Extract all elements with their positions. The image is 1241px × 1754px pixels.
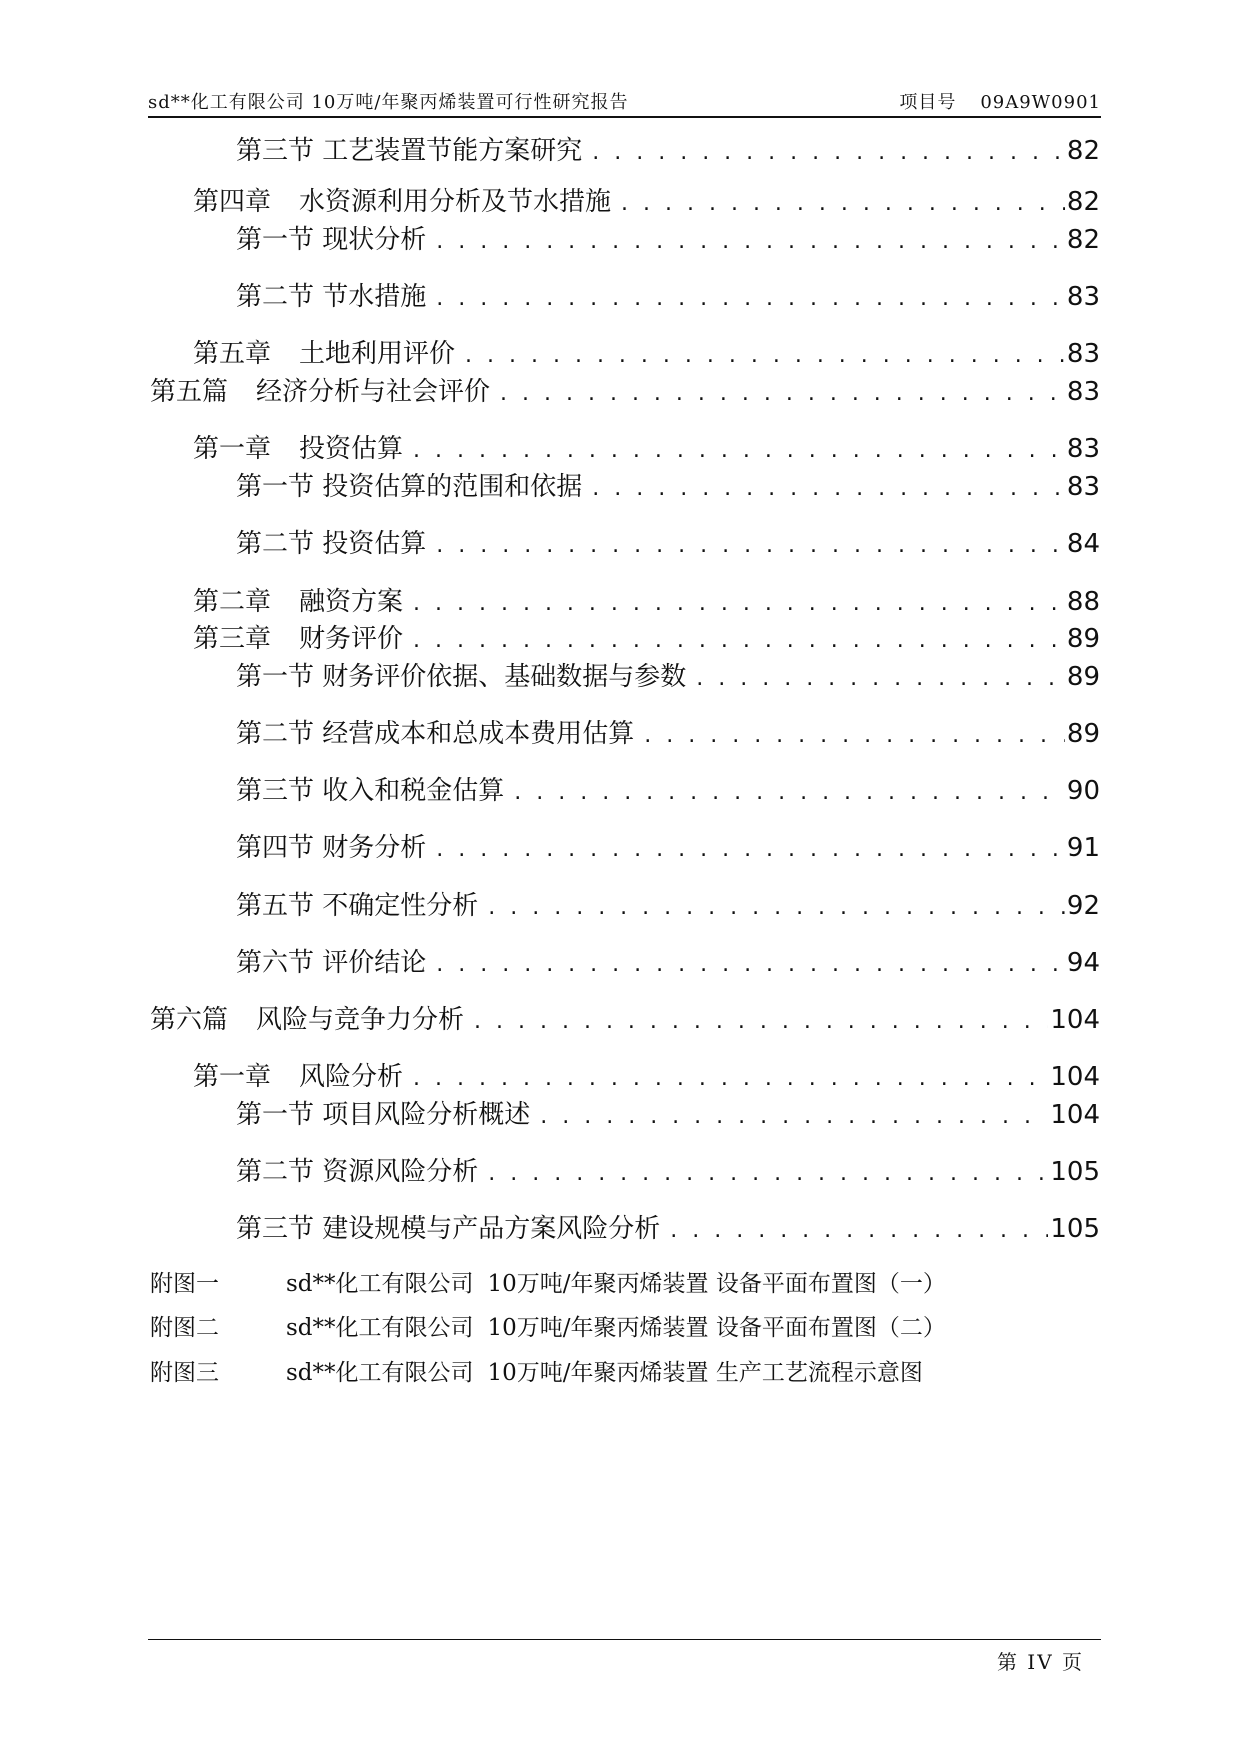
toc-entry-label: 第四节 财务分析 — [236, 833, 427, 863]
toc-leader — [592, 135, 1065, 171]
toc-entry-page: 82 — [1066, 136, 1100, 166]
toc-entry[interactable] — [193, 1059, 1100, 1097]
toc-entry-label: 第二节 资源风险分析 — [236, 1157, 479, 1187]
toc-entry[interactable] — [150, 1002, 1100, 1040]
toc-leader — [436, 281, 1065, 317]
toc-leader — [540, 1099, 1048, 1135]
figure-title: 10万吨/年聚丙烯装置 设备平面布置图（一） — [487, 1271, 946, 1297]
toc-entry[interactable] — [236, 222, 1100, 260]
figure-number: 附图三 — [150, 1360, 219, 1386]
figure-title: 10万吨/年聚丙烯装置 设备平面布置图（二） — [487, 1315, 946, 1341]
toc-entry-page: 88 — [1066, 587, 1100, 617]
toc-entry-page: 89 — [1066, 624, 1100, 654]
toc-entry-page: 83 — [1066, 339, 1100, 369]
toc-entry[interactable] — [236, 1154, 1100, 1192]
toc-entry-page: 94 — [1066, 948, 1100, 978]
toc-entry-prefix: 第三章 — [193, 624, 272, 654]
toc-entry-prefix: 第六篇 — [150, 1005, 229, 1035]
page-header — [148, 86, 1101, 118]
toc-entry-label: 第二节 经营成本和总成本费用估算 — [236, 719, 635, 749]
toc-entry-page: 90 — [1066, 776, 1100, 806]
project-number: 09A9W0901 — [980, 92, 1101, 113]
toc-leader — [514, 775, 1065, 811]
page-number: 第 IV 页 — [996, 1650, 1084, 1674]
toc-entry[interactable] — [236, 279, 1100, 317]
toc-entry-page: 82 — [1066, 225, 1100, 255]
toc-entry-page: 105 — [1050, 1157, 1100, 1187]
toc-entry-page: 83 — [1066, 282, 1100, 312]
toc-entry-page: 104 — [1050, 1062, 1100, 1092]
toc-entry[interactable] — [193, 184, 1100, 222]
toc-leader — [413, 586, 1065, 622]
toc-entry-label: 第五节 不确定性分析 — [236, 891, 479, 921]
toc-entry-label: 第一节 财务评价依据、基础数据与参数 — [236, 662, 687, 692]
toc-leader — [500, 376, 1065, 412]
toc-entry-page: 105 — [1050, 1214, 1100, 1244]
toc-entry-label: 第二节 投资估算 — [236, 529, 427, 559]
toc-entry-label: 财务评价 — [299, 624, 404, 654]
toc-entry[interactable] — [236, 716, 1100, 754]
toc-entry-label: 风险与竞争力分析 — [256, 1005, 465, 1035]
toc-entry-label: 第六节 评价结论 — [236, 948, 427, 978]
toc-entry[interactable] — [193, 336, 1100, 374]
toc-entry-page: 91 — [1066, 833, 1100, 863]
toc-entry[interactable] — [193, 431, 1100, 469]
toc-entry-label: 融资方案 — [299, 587, 404, 617]
toc-leader — [413, 1061, 1048, 1097]
toc-leader — [436, 832, 1065, 868]
toc-entry[interactable] — [150, 374, 1100, 412]
toc-leader — [592, 471, 1065, 507]
figure-number: 附图一 — [150, 1271, 219, 1297]
project-label: 项目号 — [899, 92, 957, 113]
toc-entry-label: 第一节 现状分析 — [236, 225, 427, 255]
toc-entry-page: 104 — [1050, 1100, 1100, 1130]
figure-entry[interactable] — [150, 1312, 946, 1344]
toc-entry-label: 第三节 收入和税金估算 — [236, 776, 505, 806]
header-title: sd**化工有限公司 10万吨/年聚丙烯装置可行性研究报告 — [148, 92, 629, 113]
toc-entry-page: 89 — [1066, 719, 1100, 749]
toc-entry-prefix: 第二章 — [193, 587, 272, 617]
toc-entry-page: 83 — [1066, 377, 1100, 407]
toc-entry[interactable] — [236, 1211, 1100, 1249]
toc-leader — [436, 224, 1065, 260]
toc-entry-page: 82 — [1066, 187, 1100, 217]
toc-entry-page: 89 — [1066, 662, 1100, 692]
toc-entry[interactable] — [236, 469, 1100, 507]
toc-entry[interactable] — [236, 773, 1100, 811]
toc-entry-prefix: 第一章 — [193, 434, 272, 464]
toc-entry-label: 经济分析与社会评价 — [256, 377, 491, 407]
figure-company: sd**化工有限公司 — [286, 1315, 474, 1341]
toc-leader — [436, 947, 1065, 983]
toc-leader — [488, 890, 1065, 926]
toc-leader — [474, 1004, 1048, 1040]
toc-entry-prefix: 第一章 — [193, 1062, 272, 1092]
toc-leader — [696, 661, 1065, 697]
toc-entry-label: 第一节 投资估算的范围和依据 — [236, 472, 583, 502]
toc-entry[interactable] — [193, 584, 1100, 622]
toc-entry-page: 84 — [1066, 529, 1100, 559]
toc-leader — [621, 186, 1065, 222]
toc-leader — [670, 1213, 1048, 1249]
toc-entry-page: 83 — [1066, 472, 1100, 502]
toc-entry-page: 92 — [1066, 891, 1100, 921]
header-project — [899, 88, 1101, 114]
figure-entry[interactable] — [150, 1268, 946, 1300]
toc-entry[interactable] — [236, 830, 1100, 868]
toc-entry-label: 第二节 节水措施 — [236, 282, 427, 312]
toc-entry-label: 第一节 项目风险分析概述 — [236, 1100, 531, 1130]
figure-company: sd**化工有限公司 — [286, 1271, 474, 1297]
toc-leader — [465, 338, 1065, 374]
toc-entry[interactable] — [236, 133, 1100, 171]
toc-leader — [644, 718, 1065, 754]
toc-leader — [436, 528, 1065, 564]
toc-entry-prefix: 第五篇 — [150, 377, 229, 407]
toc-entry-label: 投资估算 — [299, 434, 404, 464]
toc-entry-label: 第三节 工艺装置节能方案研究 — [236, 136, 583, 166]
toc-entry-page: 104 — [1050, 1005, 1100, 1035]
figure-title: 10万吨/年聚丙烯装置 生产工艺流程示意图 — [487, 1360, 923, 1386]
toc-entry[interactable] — [236, 659, 1100, 697]
toc-entry-label: 土地利用评价 — [299, 339, 456, 369]
toc-entry[interactable] — [193, 621, 1100, 659]
toc-entry[interactable] — [236, 888, 1100, 926]
toc-entry-label: 水资源利用分析及节水措施 — [299, 187, 612, 217]
footer-rule — [148, 1639, 1101, 1640]
toc-entry-label: 第三节 建设规模与产品方案风险分析 — [236, 1214, 661, 1244]
toc-leader — [413, 623, 1065, 659]
toc-entry-label: 风险分析 — [299, 1062, 404, 1092]
toc-entry-prefix: 第四章 — [193, 187, 272, 217]
figure-entry[interactable] — [150, 1357, 923, 1389]
toc-entry[interactable] — [236, 526, 1100, 564]
toc-leader — [488, 1156, 1048, 1192]
toc-entry[interactable] — [236, 1097, 1100, 1135]
figure-number: 附图二 — [150, 1315, 219, 1341]
toc-entry[interactable] — [236, 945, 1100, 983]
figure-company: sd**化工有限公司 — [286, 1360, 474, 1386]
toc-entry-page: 83 — [1066, 434, 1100, 464]
toc-leader — [413, 433, 1065, 469]
toc-entry-prefix: 第五章 — [193, 339, 272, 369]
